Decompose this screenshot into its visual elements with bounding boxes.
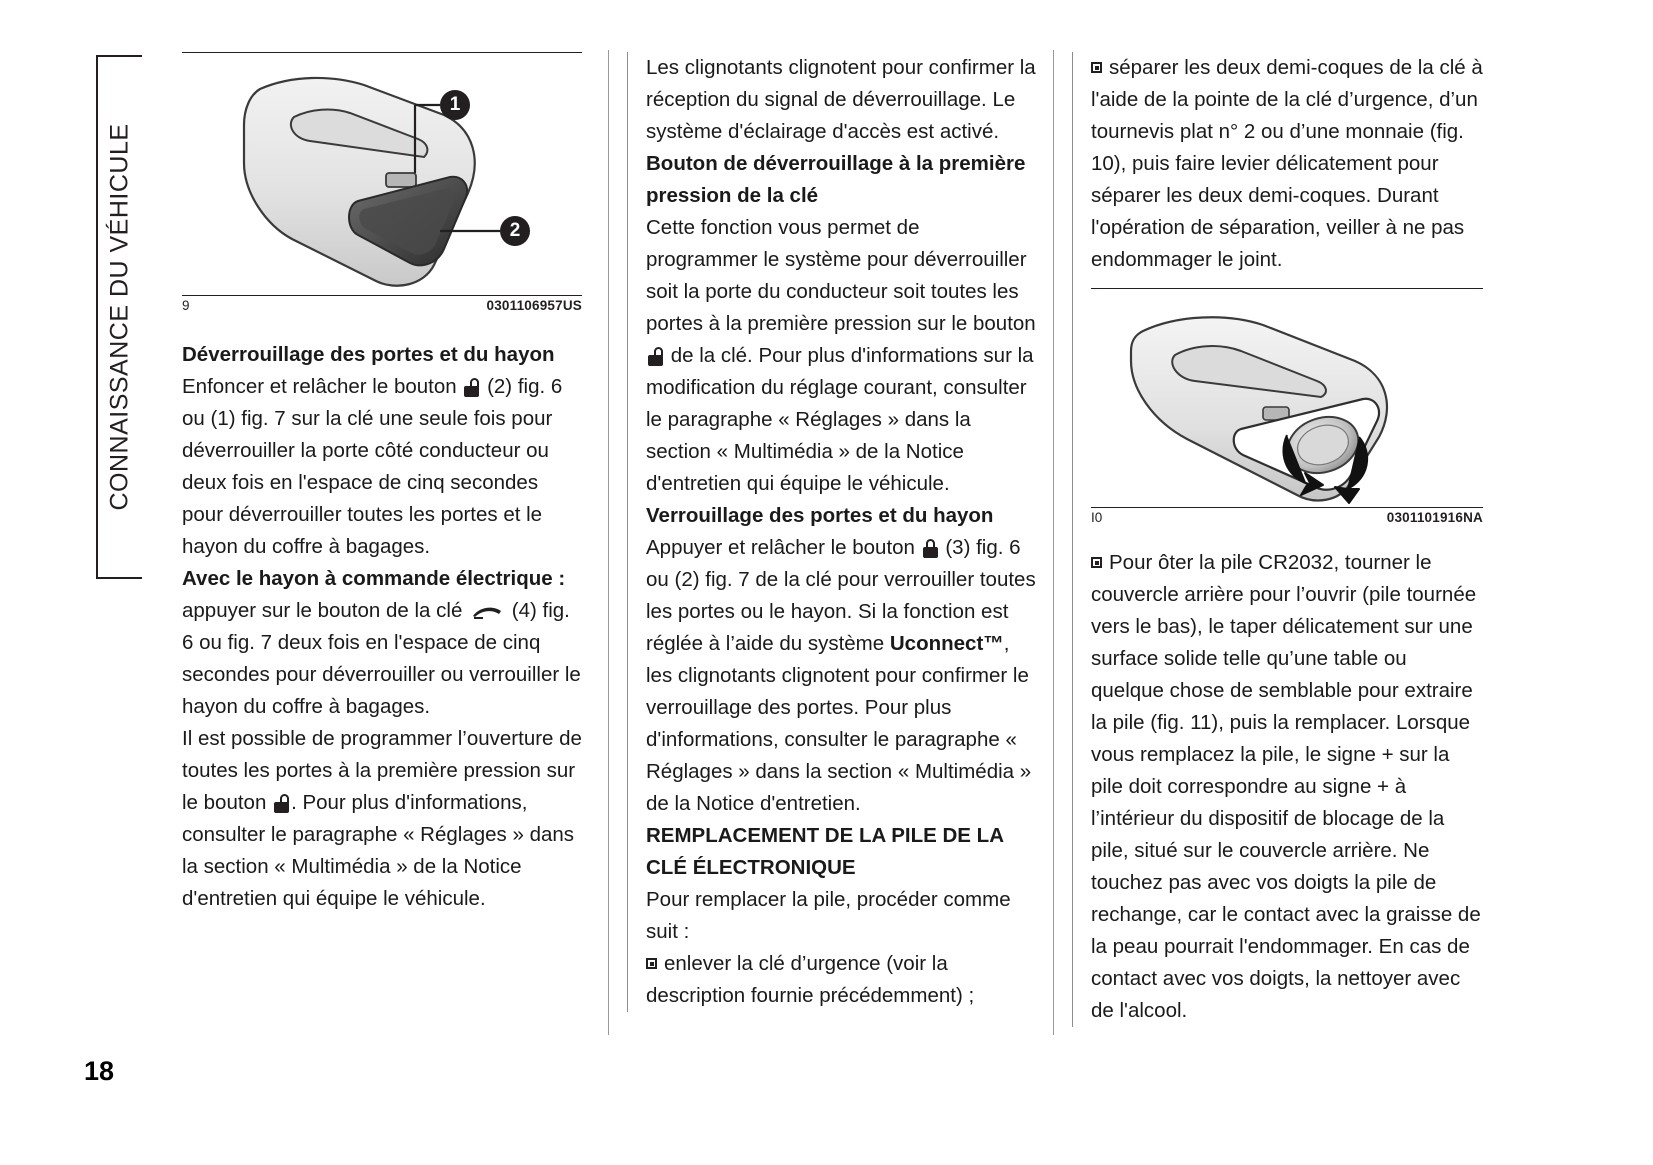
section-title-tab — [96, 55, 142, 579]
para-hayon-b: (4) fig. 6 ou fig. 7 deux fois en l'espace de cinq secondes pour déverrouiller ou verrouiller le hayon du coffre à bagages. — [182, 599, 581, 718]
page-number: 18 — [84, 1056, 115, 1086]
uconnect-brand: Uconnect™ — [889, 632, 1004, 655]
para-verrouillage — [646, 532, 1036, 820]
heading-deverrouillage-portes: Déverrouillage des portes et du hayon — [182, 343, 555, 366]
para-deverrouillage-b: (2) fig. 6 ou (1) fig. 7 sur la clé une seule fois pour déverrouiller la porte côté conducteur ou deux fois en l'espace de cinq secondes pour déverrouiller toutes les portes et le hayon du coffre à bagages. — [182, 375, 563, 558]
figure-9-callout-1: 1 — [440, 90, 470, 120]
bullet-separer-coques — [1091, 52, 1483, 276]
square-bullet-icon-3 — [1091, 557, 1102, 568]
para-deverrouillage-a: Enfoncer et relâcher le bouton — [182, 375, 457, 398]
column-divider-1 — [608, 50, 609, 1035]
figure-10-number: I0 — [1091, 510, 1103, 525]
para-programmation — [182, 723, 582, 915]
square-bullet-icon-2 — [1091, 62, 1102, 73]
para-hayon-electrique — [182, 563, 582, 723]
trunk-icon — [471, 598, 503, 614]
column-3 — [1072, 52, 1483, 1027]
para-deverrouillage — [182, 371, 582, 563]
unlock-icon — [464, 378, 479, 397]
bullet-separer-coques-text: séparer les deux demi-coques de la clé à l'aide de la pointe de la clé d’urgence, d’un tournevis plat n° 2 ou d’une monnaie (fig. 10), puis faire levier délicatement pour séparer les deux demi-coques. Durant l'opération de séparation, veiller à ne pas endommager le joint. — [1091, 56, 1483, 271]
column-divider-2 — [1053, 50, 1054, 1035]
figure-10-code: 0301101916NA — [1386, 510, 1483, 525]
figure-9-code: 0301106957US — [486, 298, 582, 313]
figure-9-callout-2: 2 — [500, 216, 530, 246]
bullet-oter-pile — [1091, 547, 1483, 1027]
bullet-enlever-cle-text: enlever la clé d’urgence (voir la description fournie précédemment) ; — [646, 952, 975, 1007]
unlock-icon-2 — [274, 794, 289, 813]
heading-hayon-electrique: Avec le hayon à commande électrique : — [182, 567, 566, 590]
para-verrouillage-c: , les clignotants clignotent pour confirmer le verrouillage des portes. Pour plus d'informations, consulter le paragraphe « Réglages » dans la section « Multimédia » de la Notice d'entretien. — [646, 632, 1032, 815]
para-verrouillage-b: (3) fig. 6 ou (2) fig. 7 de la clé pour verrouiller toutes les portes ou le hayon. Si la fonction est réglée à l’aide du système — [646, 536, 1036, 655]
heading-remplacement-pile: REMPLACEMENT DE LA PILE DE LA CLÉ ÉLECTRONIQUE — [646, 824, 1004, 879]
figure-10-caption — [1091, 508, 1483, 525]
column-1 — [182, 52, 582, 915]
heading-verrouillage-portes: Verrouillage des portes et du hayon — [646, 504, 994, 527]
para-programmation-a: Il est possible de programmer l’ouverture de toutes les portes à la première pression sur le bouton — [182, 727, 582, 814]
lock-icon — [923, 539, 938, 558]
key-fob-open-illustration — [1091, 289, 1491, 507]
para-fonction-b: de la clé. Pour plus d'informations sur la modification du réglage courant, consulter le paragraphe « Réglages » dans la section « Multimédia » de la Notice d'entretien qui équipe le véhicule. — [646, 344, 1034, 495]
para-programmation-b: . Pour plus d'informations, consulter le paragraphe « Réglages » dans la section « Multimédia » de la Notice d'entretien qui équipe le véhicule. — [182, 791, 575, 910]
para-hayon-a: appuyer sur le bouton de la clé — [182, 599, 463, 622]
figure-9-caption — [182, 296, 582, 313]
figure-10 — [1091, 289, 1483, 525]
column-2 — [627, 52, 1036, 1012]
figure-9-image — [182, 53, 582, 295]
para-verrouillage-a: Appuyer et relâcher le bouton — [646, 536, 915, 559]
heading-bouton-deverrouillage: Bouton de déverrouillage à la première pression de la clé — [646, 152, 1026, 207]
square-bullet-icon — [646, 958, 657, 969]
figure-9-number: 9 — [182, 298, 190, 313]
unlock-icon-3 — [648, 347, 663, 366]
para-fonction-a: Cette fonction vous permet de programmer le système pour déverrouiller soit la porte du conducteur soit toutes les portes à la première pression sur le bouton — [646, 216, 1036, 335]
bullet-enlever-cle — [646, 948, 1036, 1012]
para-clignotants: Les clignotants clignotent pour confirmer la réception du signal de déverrouillage. Le système d'éclairage d'accès est activé. — [646, 56, 1036, 143]
bullet-oter-pile-text: Pour ôter la pile CR2032, tourner le couvercle arrière pour l’ouvrir (pile tournée vers le bas), le taper délicatement sur une surface solide telle qu’une table ou quelque chose de semblable pour extraire la pile (fig. 11), puis la remplacer. Lorsque vous remplacez la pile, le signe + sur la pile doit correspondre au signe + à l’intérieur du dispositif de blocage de la pile, situé sur le couvercle arrière. Ne touchez pas avec vos doigts la pile de rechange, car le contact avec la graisse de la peau pourrait l'endommager. En cas de contact avec vos doigts, la nettoyer avec de l'alcool. — [1091, 551, 1481, 1022]
para-fonction-programmation — [646, 212, 1036, 500]
figure-10-image — [1091, 289, 1483, 507]
para-remplacer-pile: Pour remplacer la pile, procéder comme suit : — [646, 888, 1011, 943]
key-fob-illustration — [182, 53, 582, 295]
figure-9 — [182, 52, 582, 296]
section-title-text: CONNAISSANCE DU VÉHICULE — [105, 123, 134, 511]
